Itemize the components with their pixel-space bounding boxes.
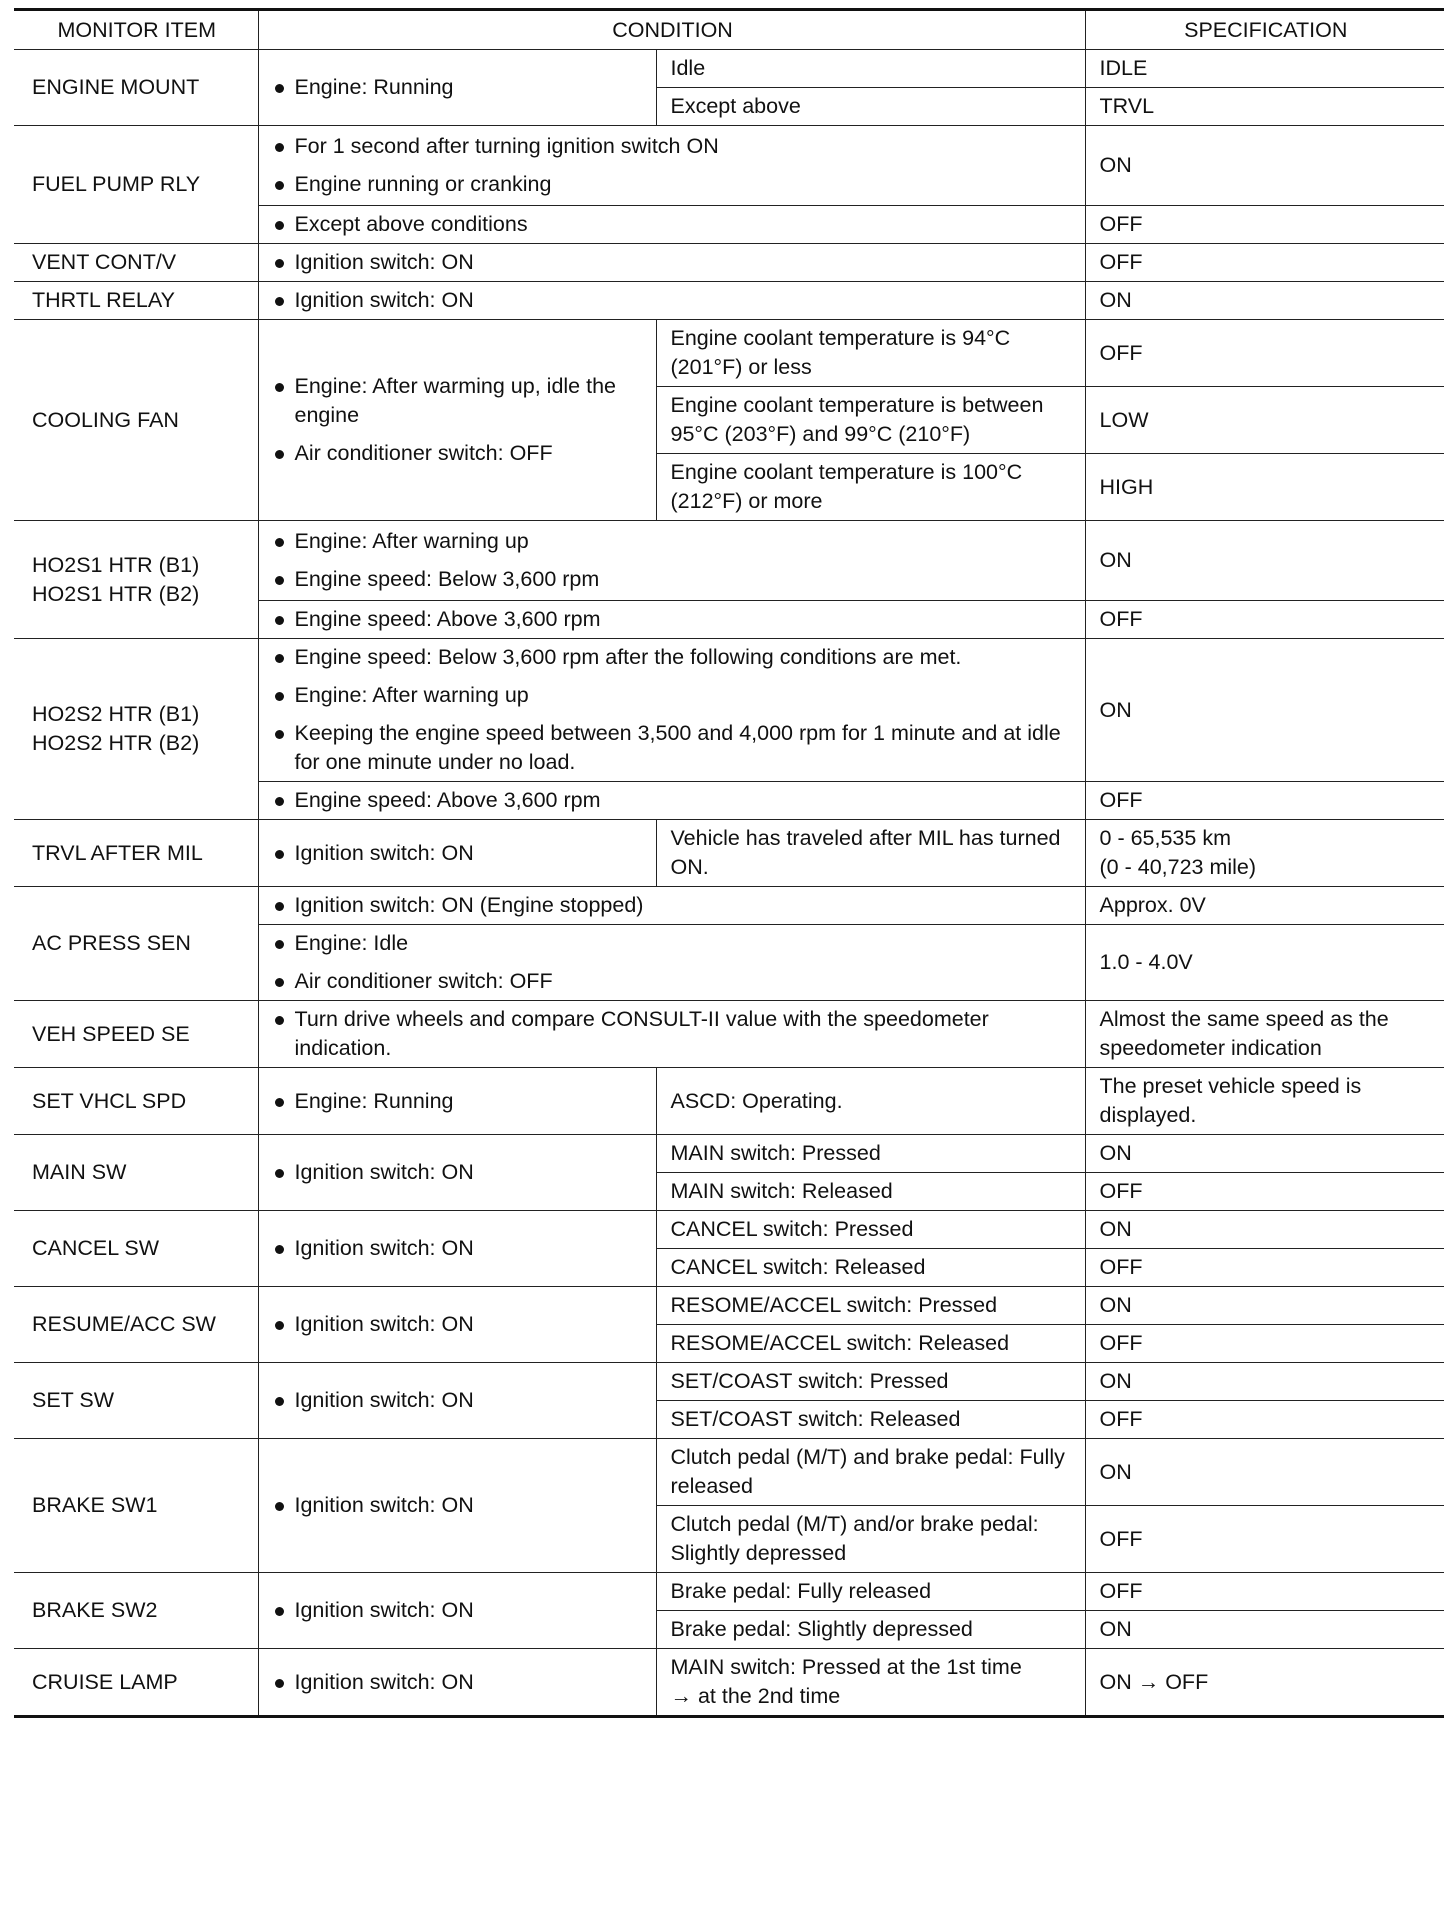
condition-cell — [258, 820, 656, 887]
condition-cell — [258, 1135, 656, 1211]
monitor-item — [14, 521, 258, 639]
monitor-spec-table-wrapper — [14, 8, 1444, 1718]
condition-bullet: Except above conditions — [273, 210, 1073, 239]
sub-condition-cell: MAIN switch: Pressed — [656, 1135, 1085, 1173]
condition-cell — [258, 244, 1085, 282]
table-row — [14, 820, 1444, 887]
monitor-item: THRTL RELAY — [14, 282, 258, 320]
spec-cell: 1.0 - 4.0V — [1085, 925, 1444, 1001]
monitor-item: TRVL AFTER MIL — [14, 820, 258, 887]
table-row — [14, 1211, 1444, 1249]
sub-condition-cell: MAIN switch: Released — [656, 1173, 1085, 1211]
monitor-item: RESUME/ACC SW — [14, 1287, 258, 1363]
table-row — [14, 1001, 1444, 1068]
condition-cell — [258, 1439, 656, 1573]
table-row — [14, 244, 1444, 282]
condition-bullet: Engine: After warming up, idle the engine — [273, 372, 644, 430]
spec-cell: OFF — [1085, 1325, 1444, 1363]
sub-condition-cell: Except above — [656, 88, 1085, 126]
condition-bullet: Ignition switch: ON — [273, 1668, 644, 1697]
table-row — [14, 320, 1444, 387]
spec-cell: OFF — [1085, 1249, 1444, 1287]
sub-condition-cell: Engine coolant temperature is between 95°C (203°F) and 99°C (210°F) — [656, 387, 1085, 454]
table-row — [14, 1135, 1444, 1173]
table-row — [14, 1573, 1444, 1611]
spec-cell: OFF — [1085, 206, 1444, 244]
monitor-item: MAIN SW — [14, 1135, 258, 1211]
condition-cell — [258, 1573, 656, 1649]
spec-cell: Almost the same speed as the speedometer indication — [1085, 1001, 1444, 1068]
spec-line: 0 - 65,535 km — [1099, 826, 1231, 850]
spec-cell: ON — [1085, 639, 1444, 782]
condition-cell — [258, 1649, 656, 1717]
spec-cell: ON — [1085, 1611, 1444, 1649]
monitor-item: CANCEL SW — [14, 1211, 258, 1287]
spec-cell: ON — [1085, 1287, 1444, 1325]
spec-cell: Approx. 0V — [1085, 887, 1444, 925]
table-row — [14, 639, 1444, 782]
sub-condition-cell: Brake pedal: Slightly depressed — [656, 1611, 1085, 1649]
monitor-item-line: HO2S2 HTR (B1) — [32, 702, 200, 726]
table-row — [14, 126, 1444, 206]
spec-cell: OFF — [1085, 1506, 1444, 1573]
monitor-item: ENGINE MOUNT — [14, 50, 258, 126]
condition-bullet: Ignition switch: ON — [273, 1491, 644, 1520]
sub-condition-cell: CANCEL switch: Pressed — [656, 1211, 1085, 1249]
sub-condition-cell: Idle — [656, 50, 1085, 88]
table-row — [14, 1287, 1444, 1325]
spec-cell: OFF — [1085, 1573, 1444, 1611]
table-row — [14, 282, 1444, 320]
condition-bullet: Engine: After warning up — [273, 527, 1073, 556]
table-row — [14, 1439, 1444, 1506]
monitor-item-line: HO2S1 HTR (B1) — [32, 552, 200, 577]
spec-cell: ON — [1085, 1363, 1444, 1401]
condition-bullet: Air conditioner switch: OFF — [273, 967, 1073, 996]
spec-cell: ON → OFF — [1085, 1649, 1444, 1717]
condition-bullet: Turn drive wheels and compare CONSULT-II value with the speedometer indication. — [273, 1005, 1073, 1063]
condition-cell — [258, 1287, 656, 1363]
monitor-item-line: HO2S1 HTR (B2) — [32, 581, 200, 606]
condition-cell — [258, 521, 1085, 601]
sub-condition-cell: SET/COAST switch: Pressed — [656, 1363, 1085, 1401]
spec-line: (0 - 40,723 mile) — [1099, 855, 1257, 879]
condition-cell — [258, 1068, 656, 1135]
condition-cell — [258, 601, 1085, 639]
sub-condition-cell: Engine coolant temperature is 100°C (212°F) or more — [656, 454, 1085, 521]
sub-condition-cell: Brake pedal: Fully released — [656, 1573, 1085, 1611]
condition-bullet: Ignition switch: ON — [273, 1234, 644, 1263]
condition-cell — [258, 282, 1085, 320]
spec-cell: ON — [1085, 282, 1444, 320]
monitor-item — [14, 639, 258, 820]
condition-bullet: For 1 second after turning ignition switch ON — [273, 132, 1073, 161]
condition-cell — [258, 126, 1085, 206]
monitor-item: BRAKE SW2 — [14, 1573, 258, 1649]
spec-cell: HIGH — [1085, 454, 1444, 521]
header-specification: SPECIFICATION — [1085, 10, 1444, 50]
table-row — [14, 1068, 1444, 1135]
spec-cell: ON — [1085, 521, 1444, 601]
monitor-item-line: HO2S2 HTR (B2) — [32, 731, 200, 755]
monitor-item: COOLING FAN — [14, 320, 258, 521]
condition-cell — [258, 925, 1085, 1001]
monitor-item: VEH SPEED SE — [14, 1001, 258, 1068]
condition-bullet: Engine: Idle — [273, 929, 1073, 958]
sub-condition-cell: Clutch pedal (M/T) and/or brake pedal: Slightly depressed — [656, 1506, 1085, 1573]
monitor-item: FUEL PUMP RLY — [14, 126, 258, 244]
spec-cell: ON — [1085, 126, 1444, 206]
condition-bullet: Engine running or cranking — [273, 170, 1073, 199]
spec-cell: OFF — [1085, 601, 1444, 639]
spec-cell: OFF — [1085, 782, 1444, 820]
spec-cell: OFF — [1085, 320, 1444, 387]
condition-cell — [258, 887, 1085, 925]
header-monitor-item: MONITOR ITEM — [14, 10, 258, 50]
sub-condition-line: MAIN switch: Pressed at the 1st time — [670, 1655, 1022, 1679]
table-row — [14, 521, 1444, 601]
monitor-item: SET VHCL SPD — [14, 1068, 258, 1135]
condition-bullet: Engine: Running — [273, 73, 644, 102]
spec-cell: LOW — [1085, 387, 1444, 454]
sub-condition-line: → at the 2nd time — [670, 1684, 841, 1708]
spec-cell: OFF — [1085, 1401, 1444, 1439]
condition-cell — [258, 782, 1085, 820]
spec-cell: ON — [1085, 1439, 1444, 1506]
condition-bullet: Engine: After warning up — [273, 681, 1073, 710]
condition-bullet: Ignition switch: ON (Engine stopped) — [273, 891, 1073, 920]
condition-bullet: Engine speed: Below 3,600 rpm — [273, 565, 1073, 594]
monitor-item: CRUISE LAMP — [14, 1649, 258, 1717]
condition-cell — [258, 1211, 656, 1287]
condition-cell — [258, 639, 1085, 782]
sub-condition-cell: CANCEL switch: Released — [656, 1249, 1085, 1287]
table-row — [14, 50, 1444, 88]
sub-condition-cell — [656, 1649, 1085, 1717]
spec-cell: IDLE — [1085, 50, 1444, 88]
monitor-item: BRAKE SW1 — [14, 1439, 258, 1573]
sub-condition-cell: RESOME/ACCEL switch: Pressed — [656, 1287, 1085, 1325]
spec-cell: OFF — [1085, 1173, 1444, 1211]
condition-bullet: Engine speed: Above 3,600 rpm — [273, 605, 1073, 634]
spec-cell: ON — [1085, 1135, 1444, 1173]
condition-bullet: Ignition switch: ON — [273, 248, 1073, 277]
condition-bullet: Engine speed: Below 3,600 rpm after the following conditions are met. — [273, 643, 1073, 672]
monitor-spec-table — [14, 8, 1444, 1718]
spec-cell: ON — [1085, 1211, 1444, 1249]
condition-cell — [258, 50, 656, 126]
sub-condition-cell: Engine coolant temperature is 94°C (201°F) or less — [656, 320, 1085, 387]
table-row — [14, 1649, 1444, 1717]
sub-condition-cell: Clutch pedal (M/T) and brake pedal: Fully released — [656, 1439, 1085, 1506]
spec-cell: OFF — [1085, 244, 1444, 282]
spec-cell: TRVL — [1085, 88, 1444, 126]
condition-bullet: Ignition switch: ON — [273, 1310, 644, 1339]
condition-bullet: Ignition switch: ON — [273, 839, 644, 868]
condition-bullet: Ignition switch: ON — [273, 1596, 644, 1625]
sub-condition-cell: Vehicle has traveled after MIL has turned ON. — [656, 820, 1085, 887]
condition-bullet: Engine: Running — [273, 1087, 644, 1116]
condition-bullet: Keeping the engine speed between 3,500 and 4,000 rpm for 1 minute and at idle for one minute under no load. — [273, 719, 1073, 777]
table-row — [14, 1363, 1444, 1401]
condition-cell — [258, 320, 656, 521]
condition-cell — [258, 1363, 656, 1439]
condition-cell — [258, 1001, 1085, 1068]
condition-bullet: Air conditioner switch: OFF — [273, 439, 644, 468]
spec-cell: The preset vehicle speed is displayed. — [1085, 1068, 1444, 1135]
table-row — [14, 887, 1444, 925]
condition-bullet: Ignition switch: ON — [273, 286, 1073, 315]
spec-cell — [1085, 820, 1444, 887]
condition-bullet: Ignition switch: ON — [273, 1158, 644, 1187]
monitor-item: AC PRESS SEN — [14, 887, 258, 1001]
header-row — [14, 10, 1444, 50]
sub-condition-cell: ASCD: Operating. — [656, 1068, 1085, 1135]
condition-bullet: Ignition switch: ON — [273, 1386, 644, 1415]
monitor-item: VENT CONT/V — [14, 244, 258, 282]
condition-bullet: Engine speed: Above 3,600 rpm — [273, 786, 1073, 815]
monitor-item: SET SW — [14, 1363, 258, 1439]
header-condition: CONDITION — [258, 10, 1085, 50]
sub-condition-cell: SET/COAST switch: Released — [656, 1401, 1085, 1439]
sub-condition-cell: RESOME/ACCEL switch: Released — [656, 1325, 1085, 1363]
condition-cell — [258, 206, 1085, 244]
